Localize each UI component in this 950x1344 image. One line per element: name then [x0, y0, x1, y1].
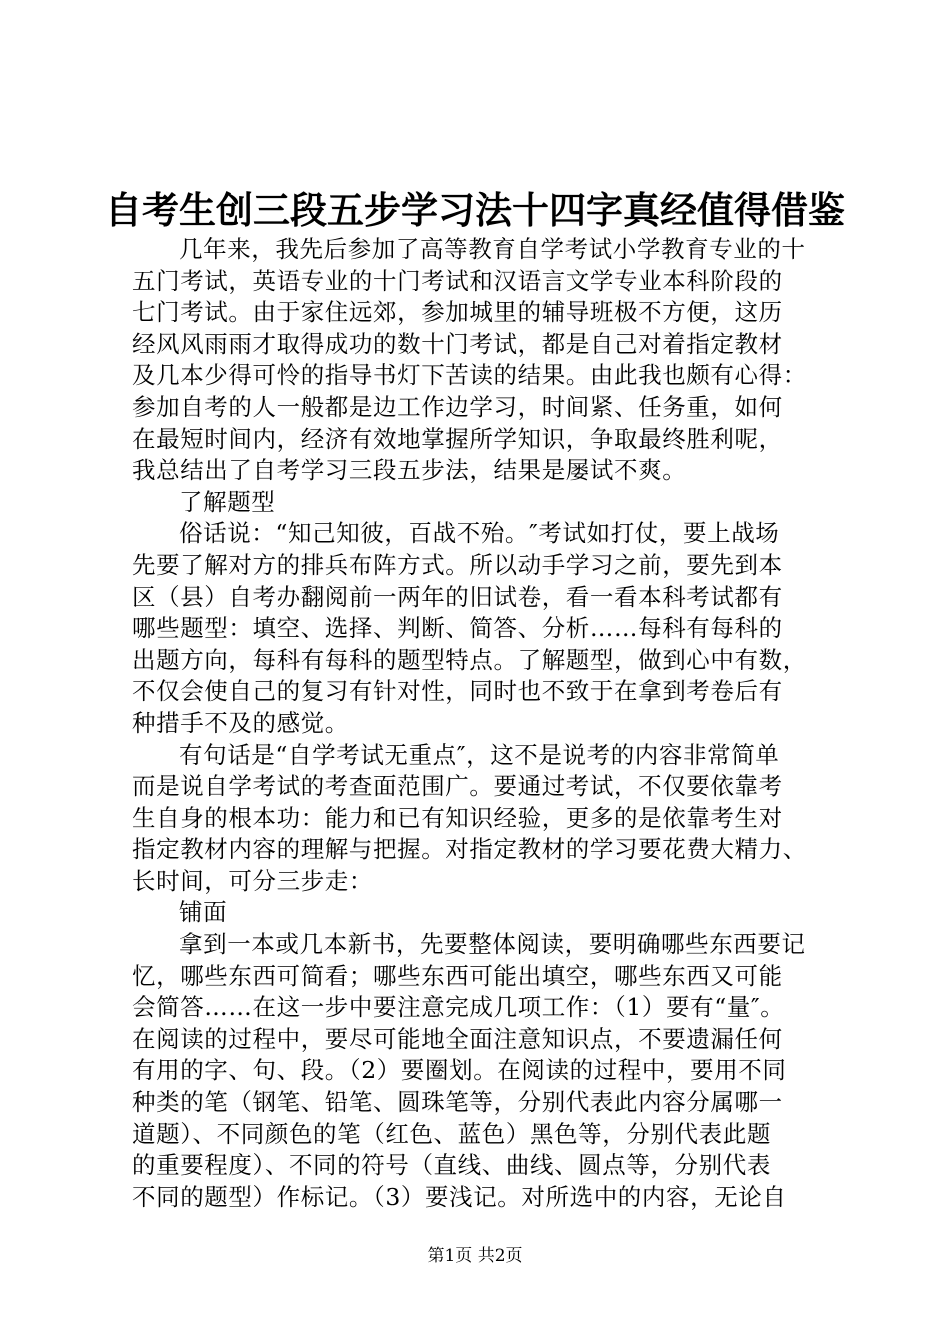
- paragraph-line: 道题）、不同颜色的笔（红色、蓝色）黑色等，分别代表此题: [132, 1119, 771, 1148]
- paragraph-line: 俗话说：“知己知彼，百战不殆。″考试如打仗，要上战场: [179, 519, 780, 548]
- paragraph-line: 五门考试，英语专业的十门考试和汉语言文学专业本科阶段的: [132, 266, 783, 295]
- page-footer: 第1页 共2页: [427, 1246, 523, 1266]
- paragraph-line: 的重要程度）、不同的符号（直线、曲线、圆点等，分别代表: [132, 1151, 771, 1180]
- paragraph-line: 长时间，可分三步走：: [132, 866, 373, 895]
- section-heading: 了解题型: [179, 487, 276, 516]
- paragraph-line: 在最短时间内，经济有效地掌握所学知识，争取最终胜利呢，: [132, 424, 783, 453]
- document-body: [132, 234, 852, 1213]
- section-heading: 铺面: [179, 898, 228, 927]
- paragraph-line: 我总结出了自考学习三段五步法，结果是屡试不爽。: [132, 456, 687, 485]
- paragraph-line: 生自身的根本功：能力和已有知识经验，更多的是依靠考生对: [132, 803, 783, 832]
- paragraph-line: 哪些题型：填空、选择、判断、简答、分析……每科有每科的: [132, 614, 783, 643]
- paragraph-line: 参加自考的人一般都是边工作边学习，时间紧、任务重，如何: [132, 392, 783, 421]
- paragraph-line: 忆，哪些东西可简看；哪些东西可能出填空，哪些东西又可能: [132, 961, 783, 990]
- paragraph-line: 拿到一本或几本新书，先要整体阅读，要明确哪些东西要记: [179, 930, 806, 959]
- paragraph-line: 及几本少得可怜的指导书灯下苦读的结果。由此我也颇有心得：: [132, 361, 807, 390]
- paragraph-line: 不仅会使自己的复习有针对性，同时也不致于在拿到考卷后有: [132, 677, 783, 706]
- paragraph-line: 出题方向，每科有每科的题型特点。了解题型，做到心中有数，: [132, 645, 807, 674]
- paragraph-line: 有用的字、句、段。（2）要圈划。在阅读的过程中，要用不同: [132, 1056, 787, 1085]
- paragraph-line: 种措手不及的感觉。: [132, 708, 349, 737]
- paragraph-line: 有句话是“自学考试无重点″，这不是说考的内容非常简单: [179, 740, 780, 769]
- paragraph-line: 几年来，我先后参加了高等教育自学考试小学教育专业的十: [179, 235, 806, 263]
- paragraph-line: 经风风雨雨才取得成功的数十门考试，都是自己对着指定教材: [132, 329, 783, 358]
- paragraph-line: 不同的题型）作标记。（3）要浅记。对所选中的内容，无论自: [132, 1182, 787, 1211]
- paragraph-line: 在阅读的过程中，要尽可能地全面注意知识点，不要遗漏任何: [132, 1024, 783, 1053]
- paragraph-line: 会简答……在这一步中要注意完成几项工作：（1）要有“量″。: [132, 993, 785, 1022]
- document-title: 自考生创三段五步学习法十四字真经值得借鉴: [105, 188, 845, 232]
- paragraph-line: 指定教材内容的理解与把握。对指定教材的学习要花费大精力、: [132, 835, 807, 864]
- paragraph-line: 而是说自学考试的考查面范围广。要通过考试，不仅要依靠考: [132, 772, 783, 801]
- paragraph-line: 种类的笔（钢笔、铅笔、圆珠笔等，分别代表此内容分属哪一: [132, 1088, 783, 1117]
- paragraph-line: 区（县）自考办翻阅前一两年的旧试卷，看一看本科考试都有: [132, 582, 783, 611]
- paragraph-line: 先要了解对方的排兵布阵方式。所以动手学习之前，要先到本: [132, 550, 783, 579]
- paragraph-line: 七门考试。由于家住远郊，参加城里的辅导班极不方便，这历: [132, 298, 783, 327]
